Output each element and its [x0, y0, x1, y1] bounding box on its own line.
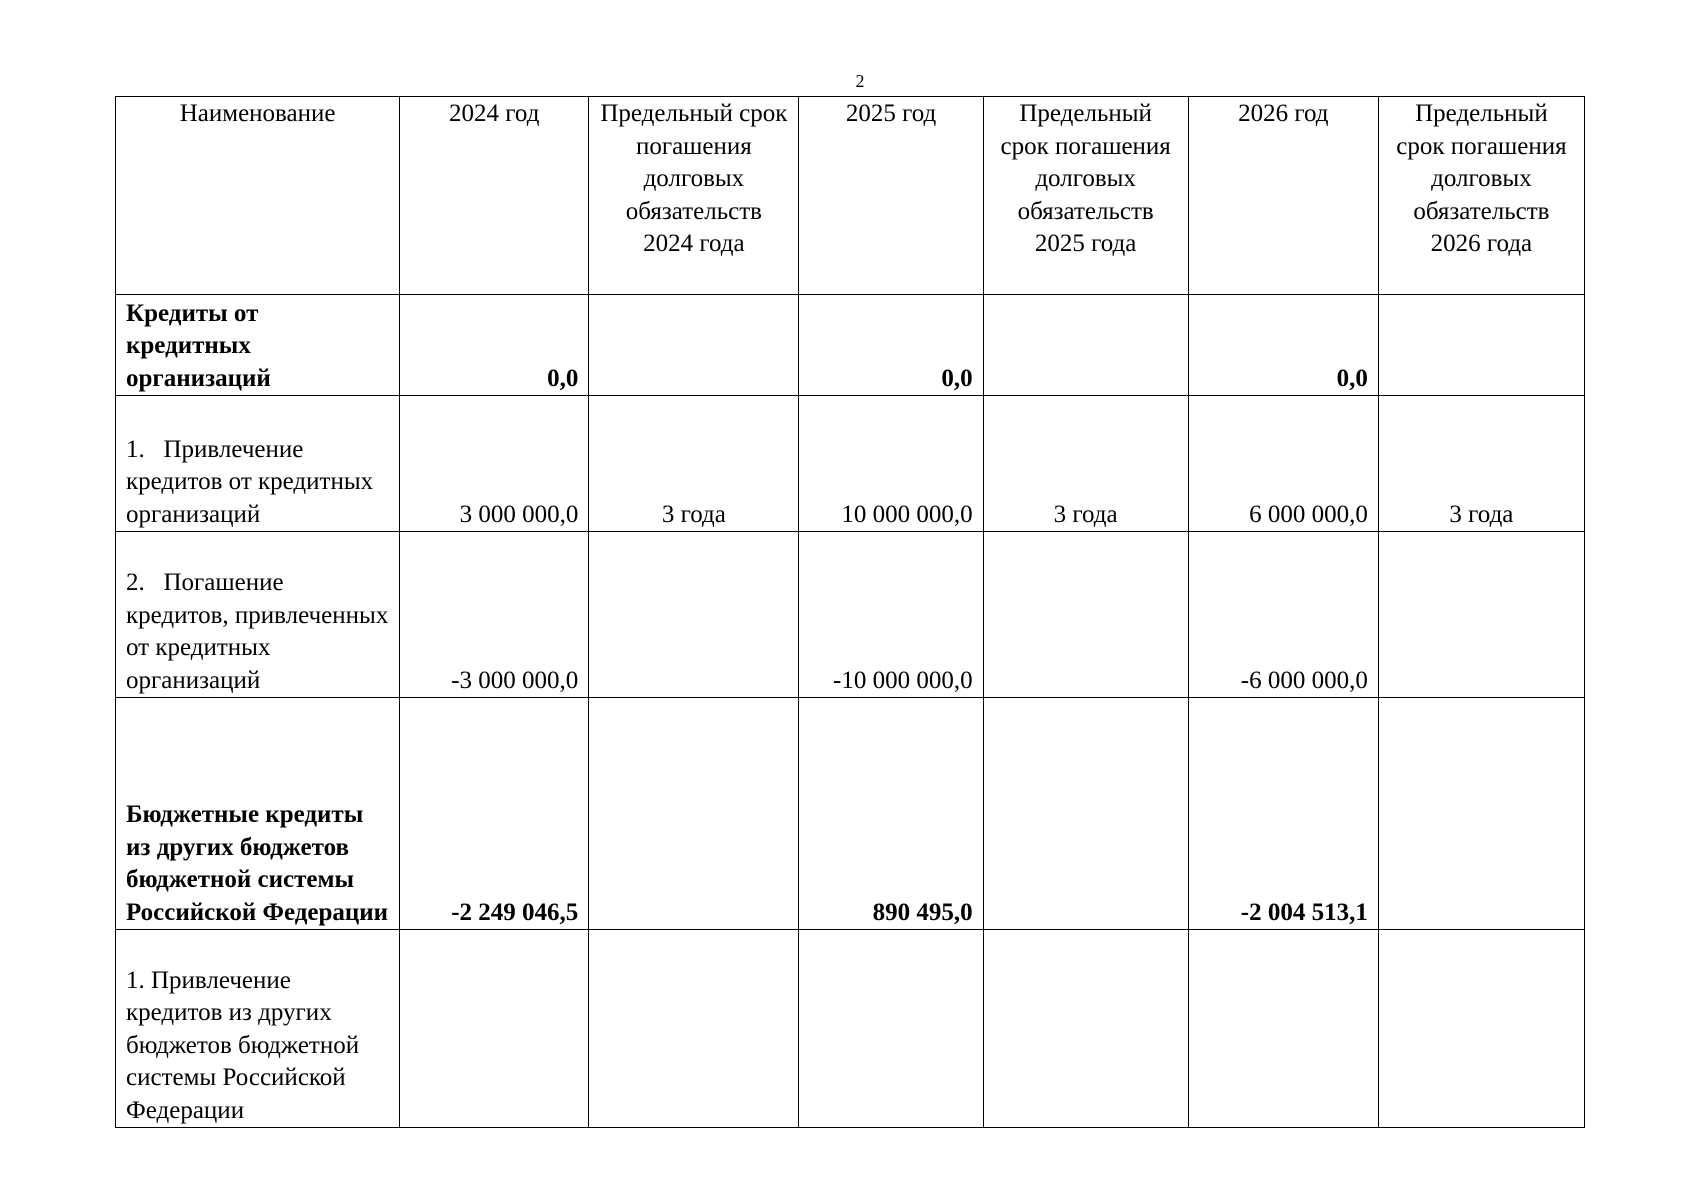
term-2026	[1378, 930, 1584, 1128]
value-2025	[799, 930, 983, 1128]
value-2025: 10 000 000,0	[799, 396, 983, 532]
value-2024: -3 000 000,0	[400, 532, 589, 698]
term-2024	[589, 930, 799, 1128]
term-2025	[983, 930, 1188, 1128]
value-2026: -2 004 513,1	[1188, 698, 1378, 930]
header-year-2024: 2024 год	[400, 97, 589, 295]
table-row	[116, 532, 1585, 698]
table-header-row	[116, 97, 1585, 295]
term-2025	[983, 295, 1188, 396]
term-2024	[589, 698, 799, 930]
value-2025: -10 000 000,0	[799, 532, 983, 698]
table-row	[116, 396, 1585, 532]
term-2024	[589, 295, 799, 396]
term-2024	[589, 532, 799, 698]
row-name: 1. Привлечение кредитов от кредитных организаций	[116, 396, 400, 532]
value-2025: 0,0	[799, 295, 983, 396]
borrowing-program-table	[115, 96, 1585, 1128]
value-2025: 890 495,0	[799, 698, 983, 930]
header-term-2024: Предельный срок погашения долговых обязательств 2024 года	[589, 97, 799, 295]
value-2026	[1188, 930, 1378, 1128]
value-2024: -2 249 046,5	[400, 698, 589, 930]
row-name: 2. Погашение кредитов, привлеченных от кредитных организаций	[116, 532, 400, 698]
term-2025	[983, 698, 1188, 930]
header-term-2025: Предельный срок погашения долговых обязательств 2025 года	[983, 97, 1188, 295]
header-year-2025: 2025 год	[799, 97, 983, 295]
table-row	[116, 295, 1585, 396]
term-2026	[1378, 295, 1584, 396]
header-year-2026: 2026 год	[1188, 97, 1378, 295]
value-2024: 0,0	[400, 295, 589, 396]
value-2026: 0,0	[1188, 295, 1378, 396]
value-2026: -6 000 000,0	[1188, 532, 1378, 698]
row-name: Кредиты от кредитных организаций	[116, 295, 400, 396]
term-2025	[983, 532, 1188, 698]
value-2026: 6 000 000,0	[1188, 396, 1378, 532]
term-2026	[1378, 698, 1584, 930]
term-2024: 3 года	[589, 396, 799, 532]
table-row	[116, 698, 1585, 930]
page-number: 2	[855, 71, 865, 91]
value-2024	[400, 930, 589, 1128]
row-name: Бюджетные кредиты из других бюджетов бюджетной системы Российской Федерации	[116, 698, 400, 930]
table-row	[116, 930, 1585, 1128]
row-name: 1. Привлечение кредитов из других бюджетов бюджетной системы Российской Федерации	[116, 930, 400, 1128]
term-2025: 3 года	[983, 396, 1188, 532]
term-2026: 3 года	[1378, 396, 1584, 532]
term-2026	[1378, 532, 1584, 698]
header-name: Наименование	[116, 97, 400, 295]
value-2024: 3 000 000,0	[400, 396, 589, 532]
header-term-2026: Предельный срок погашения долговых обязательств 2026 года	[1378, 97, 1584, 295]
